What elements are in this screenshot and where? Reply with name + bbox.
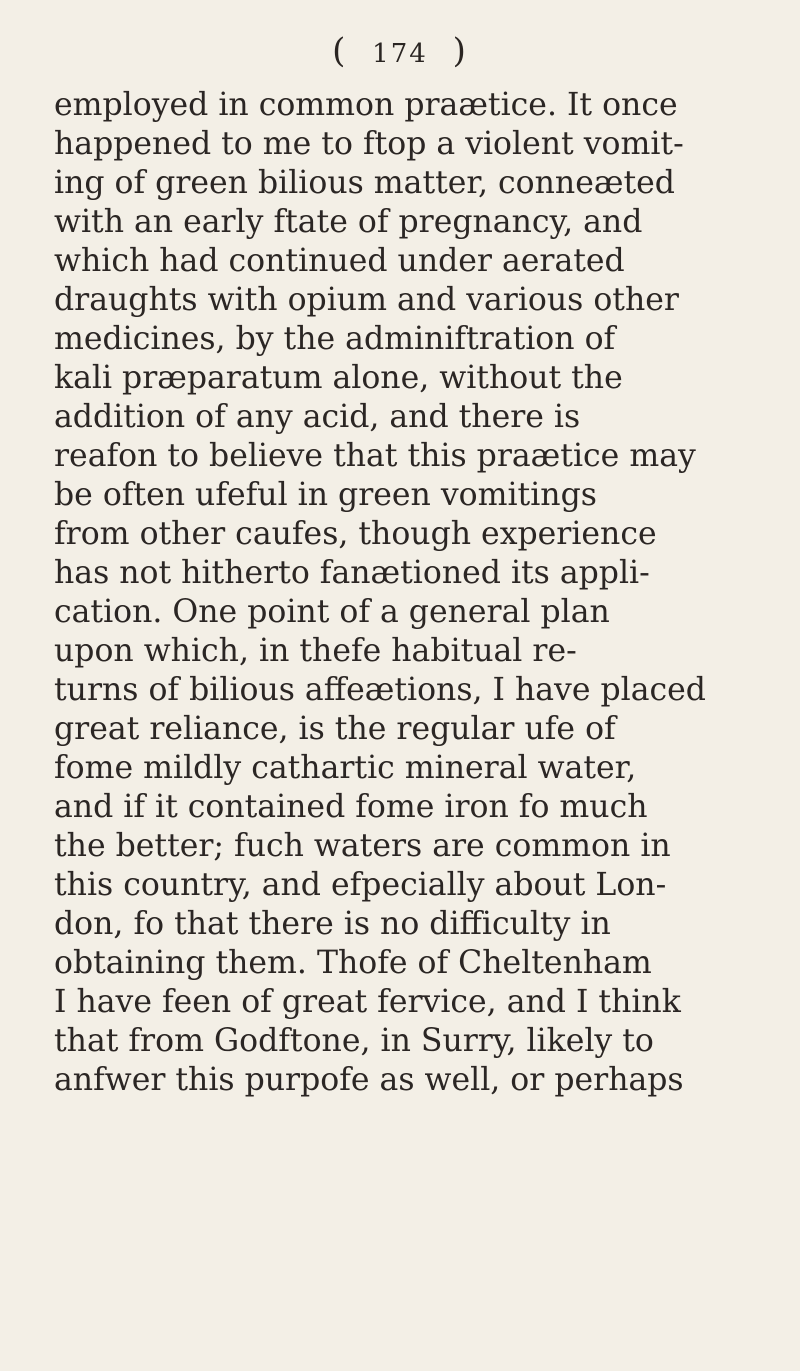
open-parenthesis: ( [332,31,348,71]
text-line: and if it contained fome iron fo much [54,789,648,825]
close-parenthesis: ) [452,31,468,71]
text-line: reafon to believe that this praætice may [54,438,696,474]
text-line: has not hitherto fanætioned its appli- [54,555,650,591]
text-line: employed in common praætice. It once [54,87,678,123]
text-line: happened to me to ftop a violent vomit- [54,126,684,162]
text-line: I have feen of great fervice, and I think [54,984,681,1020]
text-line: kali præparatum alone, without the [54,360,623,396]
text-line: addition of any acid, and there is [54,399,581,435]
page-number-header [0,30,800,75]
text-line: which had continued under aerated [54,243,625,279]
text-line: great reliance, is the regular ufe of [54,711,616,747]
text-line: anfwer this purpofe as well, or perhaps [54,1062,684,1098]
text-line: fome mildly cathartic mineral water, [54,750,637,786]
body-paragraph [54,86,744,1100]
text-line: don, fo that there is no difficulty in [54,906,611,942]
text-line: with an early ftate of pregnancy, and [54,204,643,240]
text-line: from other caufes, though experience [54,516,657,552]
text-line: the better; fuch waters are common in [54,828,671,864]
text-line: this country, and efpecially about Lon- [54,867,667,903]
text-line: turns of bilious affeætions, I have placed [54,672,706,708]
text-line: draughts with opium and various other [54,282,679,318]
text-line: upon which, in thefe habitual re- [54,633,577,669]
text-line: obtaining them. Thofe of Cheltenham [54,945,652,981]
page-number: 174 [372,39,428,69]
text-line: cation. One point of a general plan [54,594,610,630]
text-line: medicines, by the adminiftration of [54,321,616,357]
text-line: ing of green bilious matter, conneæted [54,165,675,201]
text-line: be often ufeful in green vomitings [54,477,597,513]
text-line: that from Godftone, in Surry, likely to [54,1023,654,1059]
